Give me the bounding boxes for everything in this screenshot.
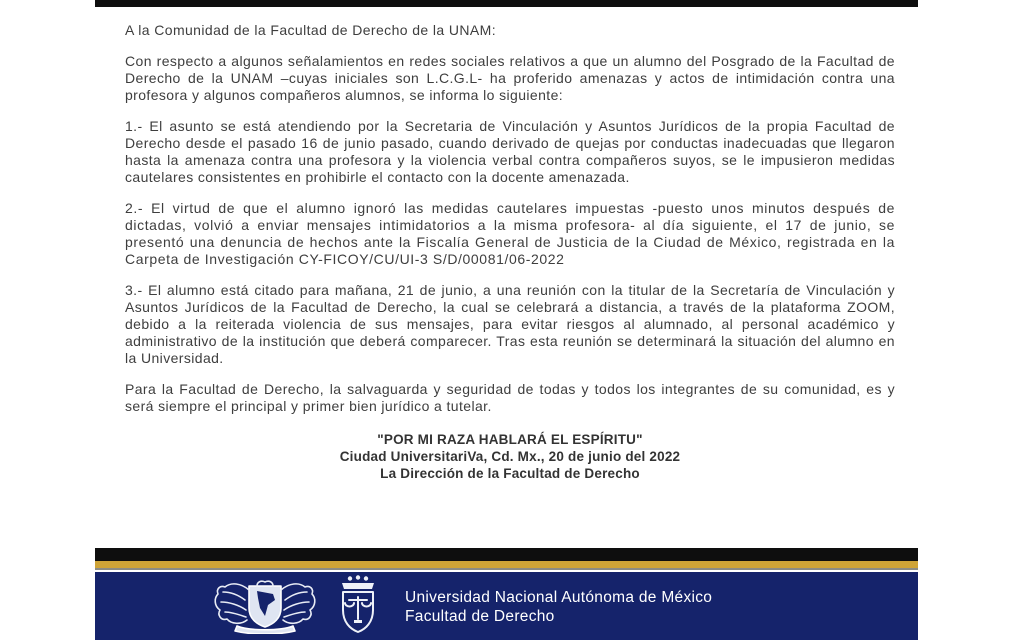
unam-crest-icon	[213, 578, 317, 634]
top-header-bar	[95, 0, 918, 7]
intro-paragraph: Con respecto a algunos señalamientos en redes sociales relativos a que un alumno del Posgrado de la Facultad de Derecho de la UNAM –cuyas iniciales son L.C.G.L- ha proferido amenazas y actos de intimidación contra una profesora y algunos compañeros alumnos, se informa lo siguiente:	[125, 53, 895, 103]
institution-name: Universidad Nacional Autónoma de México	[405, 589, 713, 606]
place-and-date: Ciudad UniversitariVa, Cd. Mx., 20 de junio del 2022	[339, 449, 681, 464]
faculty-name: Facultad de Derecho	[405, 608, 555, 625]
divider-black-bar	[95, 548, 918, 561]
institutional-footer	[95, 572, 918, 640]
numbered-item-2: 2.- El virtud de que el alumno ignoró las medidas cautelares impuestas -puesto unos minutos después de dictadas, volvió a enviar mensajes intimidatorios a la misma profesora- al día siguiente, el 17 de junio, se presentó una denuncia de hechos ante la Fiscalía General de Justicia de la Ciudad de México, registrada en la Carpeta de Investigación CY-FICOY/CU/UI-3 S/D/00081/06-2022	[125, 200, 895, 267]
divider-gold-stripe	[95, 561, 918, 570]
numbered-item-3: 3.- El alumno está citado para mañana, 21 de junio, a una reunión con la titular de la Secretaría de Vinculación y Asuntos Jurídicos de la Facultad de Derecho, la cual se celebrará a distancia, a través de la plataforma ZOOM, debido a la reiterada violencia de sus mensajes, para evitar riesgos al alumnado, al personal académico y administrativo de la institución que deberá comparecer. Tras esta reunión se determinará la situación del alumno en la Universidad.	[125, 282, 895, 366]
footer-text-block	[405, 588, 712, 626]
university-motto: "POR MI RAZA HABLARÁ EL ESPÍRITU"	[377, 432, 643, 447]
closing-paragraph: Para la Facultad de Derecho, la salvaguarda y seguridad de todas y todos los integrantes de su comunidad, es y será siempre el principal y primer bien jurídico a tutelar.	[125, 381, 895, 414]
law-faculty-shield-icon	[335, 574, 381, 636]
salutation: A la Comunidad de la Facultad de Derecho de la UNAM:	[125, 22, 496, 38]
signer-name: La Dirección de la Facultad de Derecho	[380, 466, 640, 481]
signature-block	[125, 431, 895, 482]
letter-body	[125, 14, 895, 482]
numbered-item-1: 1.- El asunto se está atendiendo por la Secretaria de Vinculación y Asuntos Jurídicos de la propia Facultad de Derecho desde el pasado 16 de junio pasado, cuando derivado de quejas por conductas inadecuadas que llegaron hasta la amenaza contra una profesora y la violencia verbal contra compañeros suyos, se le impusieron medidas cautelares consistentes en prohibirle el contacto con la docente amenazada.	[125, 118, 895, 185]
